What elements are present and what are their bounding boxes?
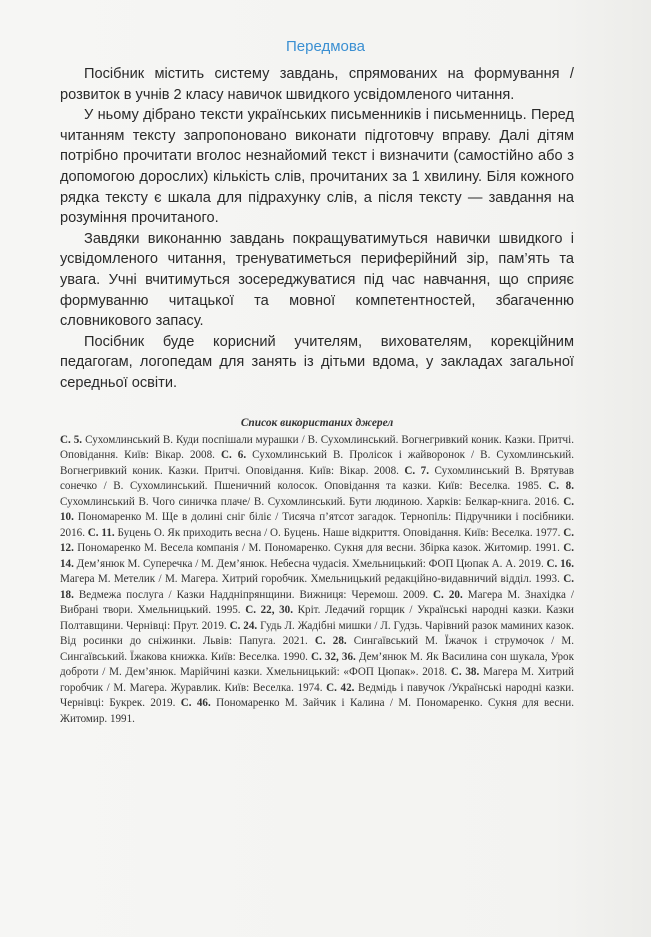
reference-page: С. 6. xyxy=(220,449,247,461)
reference-text: Буцень О. Як приходить весна / О. Буцень. Наше відкриття. Оповідання. Київ: Веселка. 1977. xyxy=(114,526,564,539)
reference-page: С. 42. xyxy=(326,681,355,694)
reference-page: С. 11. xyxy=(87,526,115,539)
reference-text: Сухомлинський В. Пролісок і жайворонок / В. Сухомлинський. Вогнегривкий коник. Казки. Притчі. Оповідання. Київ: Вікар. 2008. xyxy=(60,449,574,477)
preface-text xyxy=(60,64,574,394)
reference-page: С. 24. xyxy=(229,619,258,632)
reference-text: Дем’янюк М. Суперечка / М. Дем’янюк. Небесна чудасія. Хмельницький: ФОП Цюпак А. А. 2019. xyxy=(73,557,547,570)
preface-title: Передмова xyxy=(285,38,366,55)
reference-text: Кріт. Ледачий горщик / Українські народні казки. Казки Полтавщини. Чернівці: Прут. 2019. xyxy=(60,604,574,632)
reference-text: Сухомлинський В. Куди поспішали мурашки / В. Сухомлинський. Вогнегривкий коник. Казки. Притчі. Оповідання. Київ: Вікар. 2008. xyxy=(60,433,574,461)
reference-page: С. 10. xyxy=(60,495,574,523)
reference-page: С. 20. xyxy=(433,588,463,601)
reference-text: Ведмежа послуга / Казки Наддніпрянщини. Вижниця: Черемош. 2009. xyxy=(73,588,434,601)
reference-page: С. 18. xyxy=(60,573,574,601)
references-list xyxy=(60,433,574,728)
reference-text: Сингаївський М. Їжачок і струмочок / М. Сингаївський. Їжакова книжка. Київ: Веселка. 1990. xyxy=(60,635,574,663)
references-title: Список використаних джерел xyxy=(240,417,394,429)
reference-text: Пономаренко М. Ще в долині сніг біліє / Тисяча п’ятсот загадок. Тернопіль: Підручники і посібники. 2016. xyxy=(60,511,574,539)
reference-text: Гудь Л. Жадібні мишки / Л. Гудзь. Чарівний разок маминих казок. Від росинки до сніжинки. Львів: Папуга. 2021. xyxy=(60,619,574,647)
reference-page: С. 46. xyxy=(180,697,211,709)
reference-text: Дем’янюк М. Як Василина сон шукала, Урок доброти / М. Дем’янюк. Марійчині казки. Хмельницький: «ФОП Цюпак». 2018. xyxy=(60,650,574,678)
references-section xyxy=(60,416,574,727)
reference-entry xyxy=(88,527,563,539)
reference-page: С. 16. xyxy=(546,557,574,570)
reference-page: С. 7. xyxy=(404,464,429,477)
reference-page: С. 14. xyxy=(60,542,574,570)
reference-page: С. 38. xyxy=(450,666,480,678)
reference-text: Магера М. Хитрий горобчик / М. Магера. Журавлик. Київ: Веселка. 1974. xyxy=(60,666,574,694)
reference-page: С. 12. xyxy=(60,526,574,554)
reference-page: С. 32, 36. xyxy=(311,650,356,663)
reference-page: С. 28. xyxy=(314,635,347,647)
reference-text: Магера М. Метелик / М. Магера. Хитрий горобчик. Хмельницький редакційно-видавничий відділ. 1993. xyxy=(60,573,564,585)
reference-text: Сухомлинський В. Врятував сонечко / В. Сухомлинський. Пшеничний колосок. Оповідання та казки. Київ: Веселка. 1985. xyxy=(60,464,574,492)
reference-text: Пономаренко М. Весела компанія / М. Пономаренко. Сукня для весни. Збірка казок. Житомир. 1991. xyxy=(73,542,564,554)
preface-paragraph: У ньому дібрано тексти українських письменників і письменниць. Перед читанням тексту запропоновано виконати підготовчу вправу. Далі дітям потрібно прочитати вголос незнайомий текст і визначити (самостійно або з допомогою дорослих) кількість слів, прочитаних за 1 хвилину. Біля кожного рядка тексту є шкала для підрахунку слів, а після тексту — завдання на розуміння прочитаного. xyxy=(60,107,574,227)
preface-paragraph: Посібник містить систему завдань, спрямованих на формування / розвиток в учнів 2 класу навичок швидкого усвідомленого читання. xyxy=(60,66,574,103)
reference-text: Ведмідь і павучок /Українські народні казки. Чернівці: Букрек. 2019. xyxy=(60,681,574,709)
reference-page: С. 5. xyxy=(60,433,83,446)
preface-paragraph: Завдяки виконанню завдань покращуватимуться навички швидкого і усвідомленого читання, тренуватиметься периферійний зір, пам’ять та увага. Учні вчитимуться зосереджуватися під час навчання, що сприяє формуванню читацької та мовної компетентностей, збагаченню словникового запасу. xyxy=(60,230,574,330)
reference-page: С. 8. xyxy=(548,480,574,492)
reference-page: С. 22, 30. xyxy=(245,604,293,616)
reference-text: Сухомлинський В. Чого синичка плаче/ В. Сухомлинський. Бути людиною. Харків: Белкар-книга. 2016. xyxy=(60,495,564,508)
reference-text: Магера М. Знахідка / Вибрані твори. Хмельницький. 1995. xyxy=(60,588,574,616)
preface-paragraph: Посібник буде корисний учителям, вихователям, корекційним педагогам, логопедам для занять із дітьми вдома, у закладах загальної середньої освіти. xyxy=(60,333,574,391)
reference-text: Пономаренко М. Зайчик і Калина / М. Пономаренко. Сукня для весни. Житомир. 1991. xyxy=(60,697,574,725)
